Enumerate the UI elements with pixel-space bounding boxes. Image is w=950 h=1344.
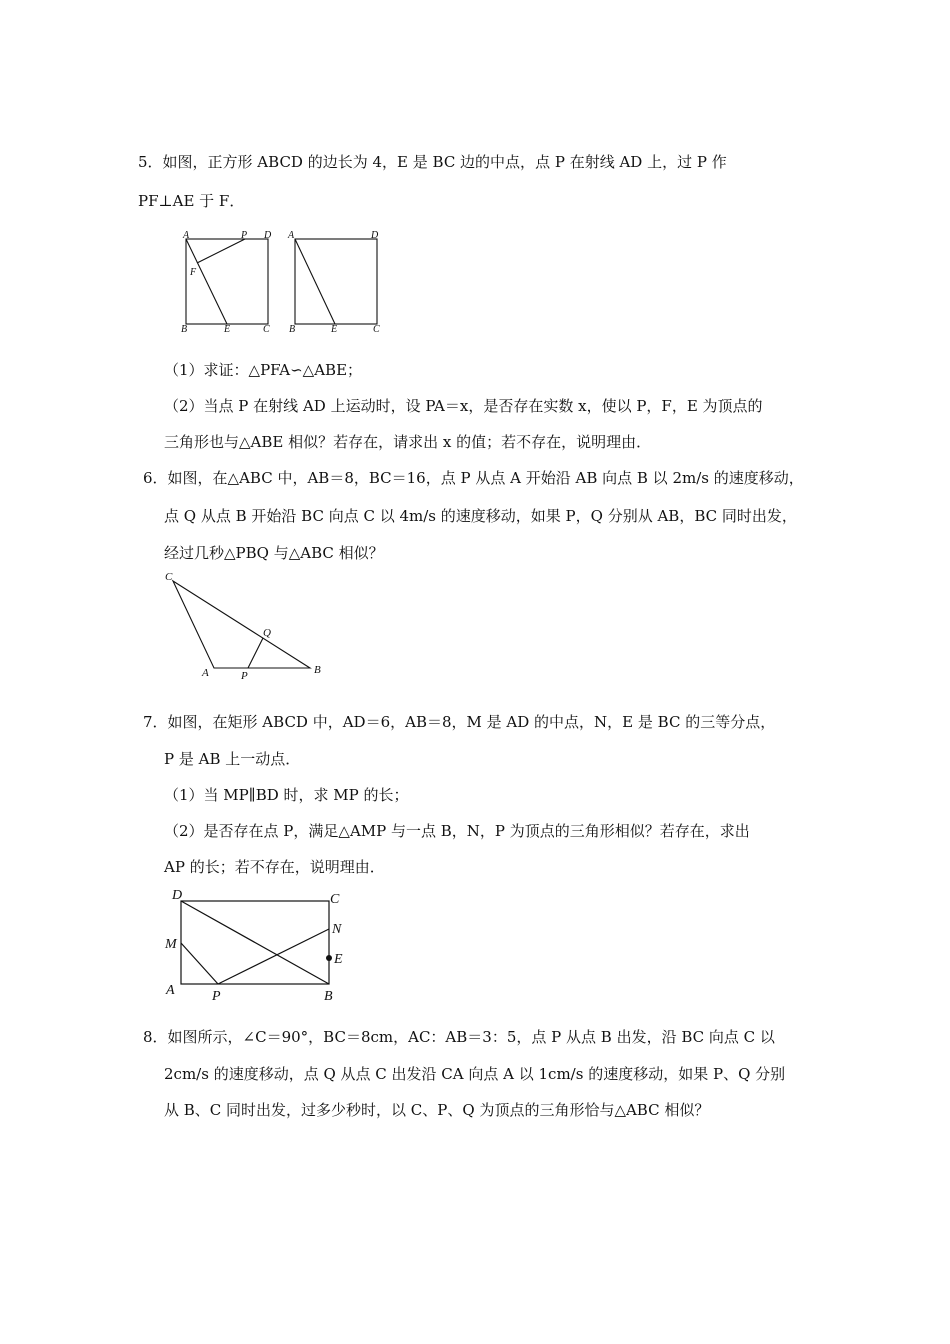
p5-figure-1 [178,228,278,338]
label-d: D [172,888,183,903]
diagonal-bd [181,901,329,984]
segment-mp [181,943,218,984]
square-abcd [295,239,377,324]
label-d: D [264,230,272,241]
p5-line2: PF⊥AE 于 F． [138,192,245,210]
segment-pn [218,929,329,984]
label-a: A [288,230,295,241]
square-abcd [186,239,268,324]
p5-sub2b: 三角形也与△ABE 相似？若存在，请求出 x 的值；若不存在，说明理由． [164,433,652,451]
p6-line3: 经过几秒△PBQ 与△ABC 相似？ [164,544,384,562]
label-c: C [373,324,380,335]
p7-sub1: （1）当 MP∥BD 时，求 MP 的长； [164,786,409,804]
label-c: C [263,324,270,335]
p8-line3: 从 B、C 同时出发，过多少秒时，以 C、P、Q 为顶点的三角形恰与△ABC 相似？ [164,1101,710,1119]
label-c: C [330,892,340,907]
label-b: B [289,324,296,335]
label-e: E [334,952,343,967]
label-a: A [202,667,209,679]
segment-ae [295,239,335,324]
p5-figure-2 [284,228,384,338]
label-d: D [371,230,379,241]
label-a: A [183,230,190,241]
label-b: B [324,989,333,1004]
segment-ae [186,239,227,324]
label-q: Q [263,627,271,639]
label-m: M [165,937,177,952]
p7-figure [160,884,360,1006]
p5-line1: 5．如图，正方形 ABCD 的边长为 4，E 是 BC 边的中点，点 P 在射线 AD 上，过 P 作 [138,153,727,171]
point-e [326,955,332,961]
label-b: B [314,664,321,676]
label-a: A [166,983,175,998]
p8-line1: 8．如图所示，∠C＝90°，BC＝8cm，AC：AB＝3：5，点 P 从点 B 出发，沿 BC 向点 C 以 [143,1028,775,1046]
p7-sub2b: AP 的长；若不存在，说明理由． [164,858,385,876]
segment-pf [197,239,245,263]
label-c: C [165,571,173,583]
p7-line1: 7．如图，在矩形 ABCD 中，AD＝6，AB＝8，M 是 AD 的中点，N，E 是 BC 的三等分点， [143,713,776,731]
label-b: B [181,324,188,335]
label-f: F [190,267,197,278]
label-p: P [241,230,248,241]
p6-figure [158,566,338,686]
label-e: E [224,324,231,335]
p6-line2: 点 Q 从点 B 开始沿 BC 向点 C 以 4m/s 的速度移动，如果 P，Q 分别从 AB，BC 同时出发， [164,507,797,525]
p5-sub2a: （2）当点 P 在射线 AD 上运动时，设 PA＝x，是否存在实数 x，使以 P，F，E 为顶点的 [164,397,763,415]
label-p: P [241,670,248,682]
p6-line1: 6．如图，在△ABC 中，AB＝8，BC＝16，点 P 从点 A 开始沿 AB 向点 B 以 2m/s 的速度移动， [143,469,804,487]
p8-line2: 2cm/s 的速度移动，点 Q 从点 C 出发沿 CA 向点 A 以 1cm/s 的速度移动，如果 P、Q 分别 [164,1065,786,1083]
p7-line2: P 是 AB 上一动点． [164,750,301,768]
label-p: P [212,989,221,1004]
p7-sub2a: （2）是否存在点 P，满足△AMP 与一点 B，N，P 为顶点的三角形相似？若存在，求出 [164,822,750,840]
label-n: N [332,922,342,937]
segment-pq [248,638,263,668]
label-e: E [331,324,338,335]
triangle-abc [173,581,310,668]
p5-sub1: （1）求证：△PFA∽△ABE； [164,361,363,379]
